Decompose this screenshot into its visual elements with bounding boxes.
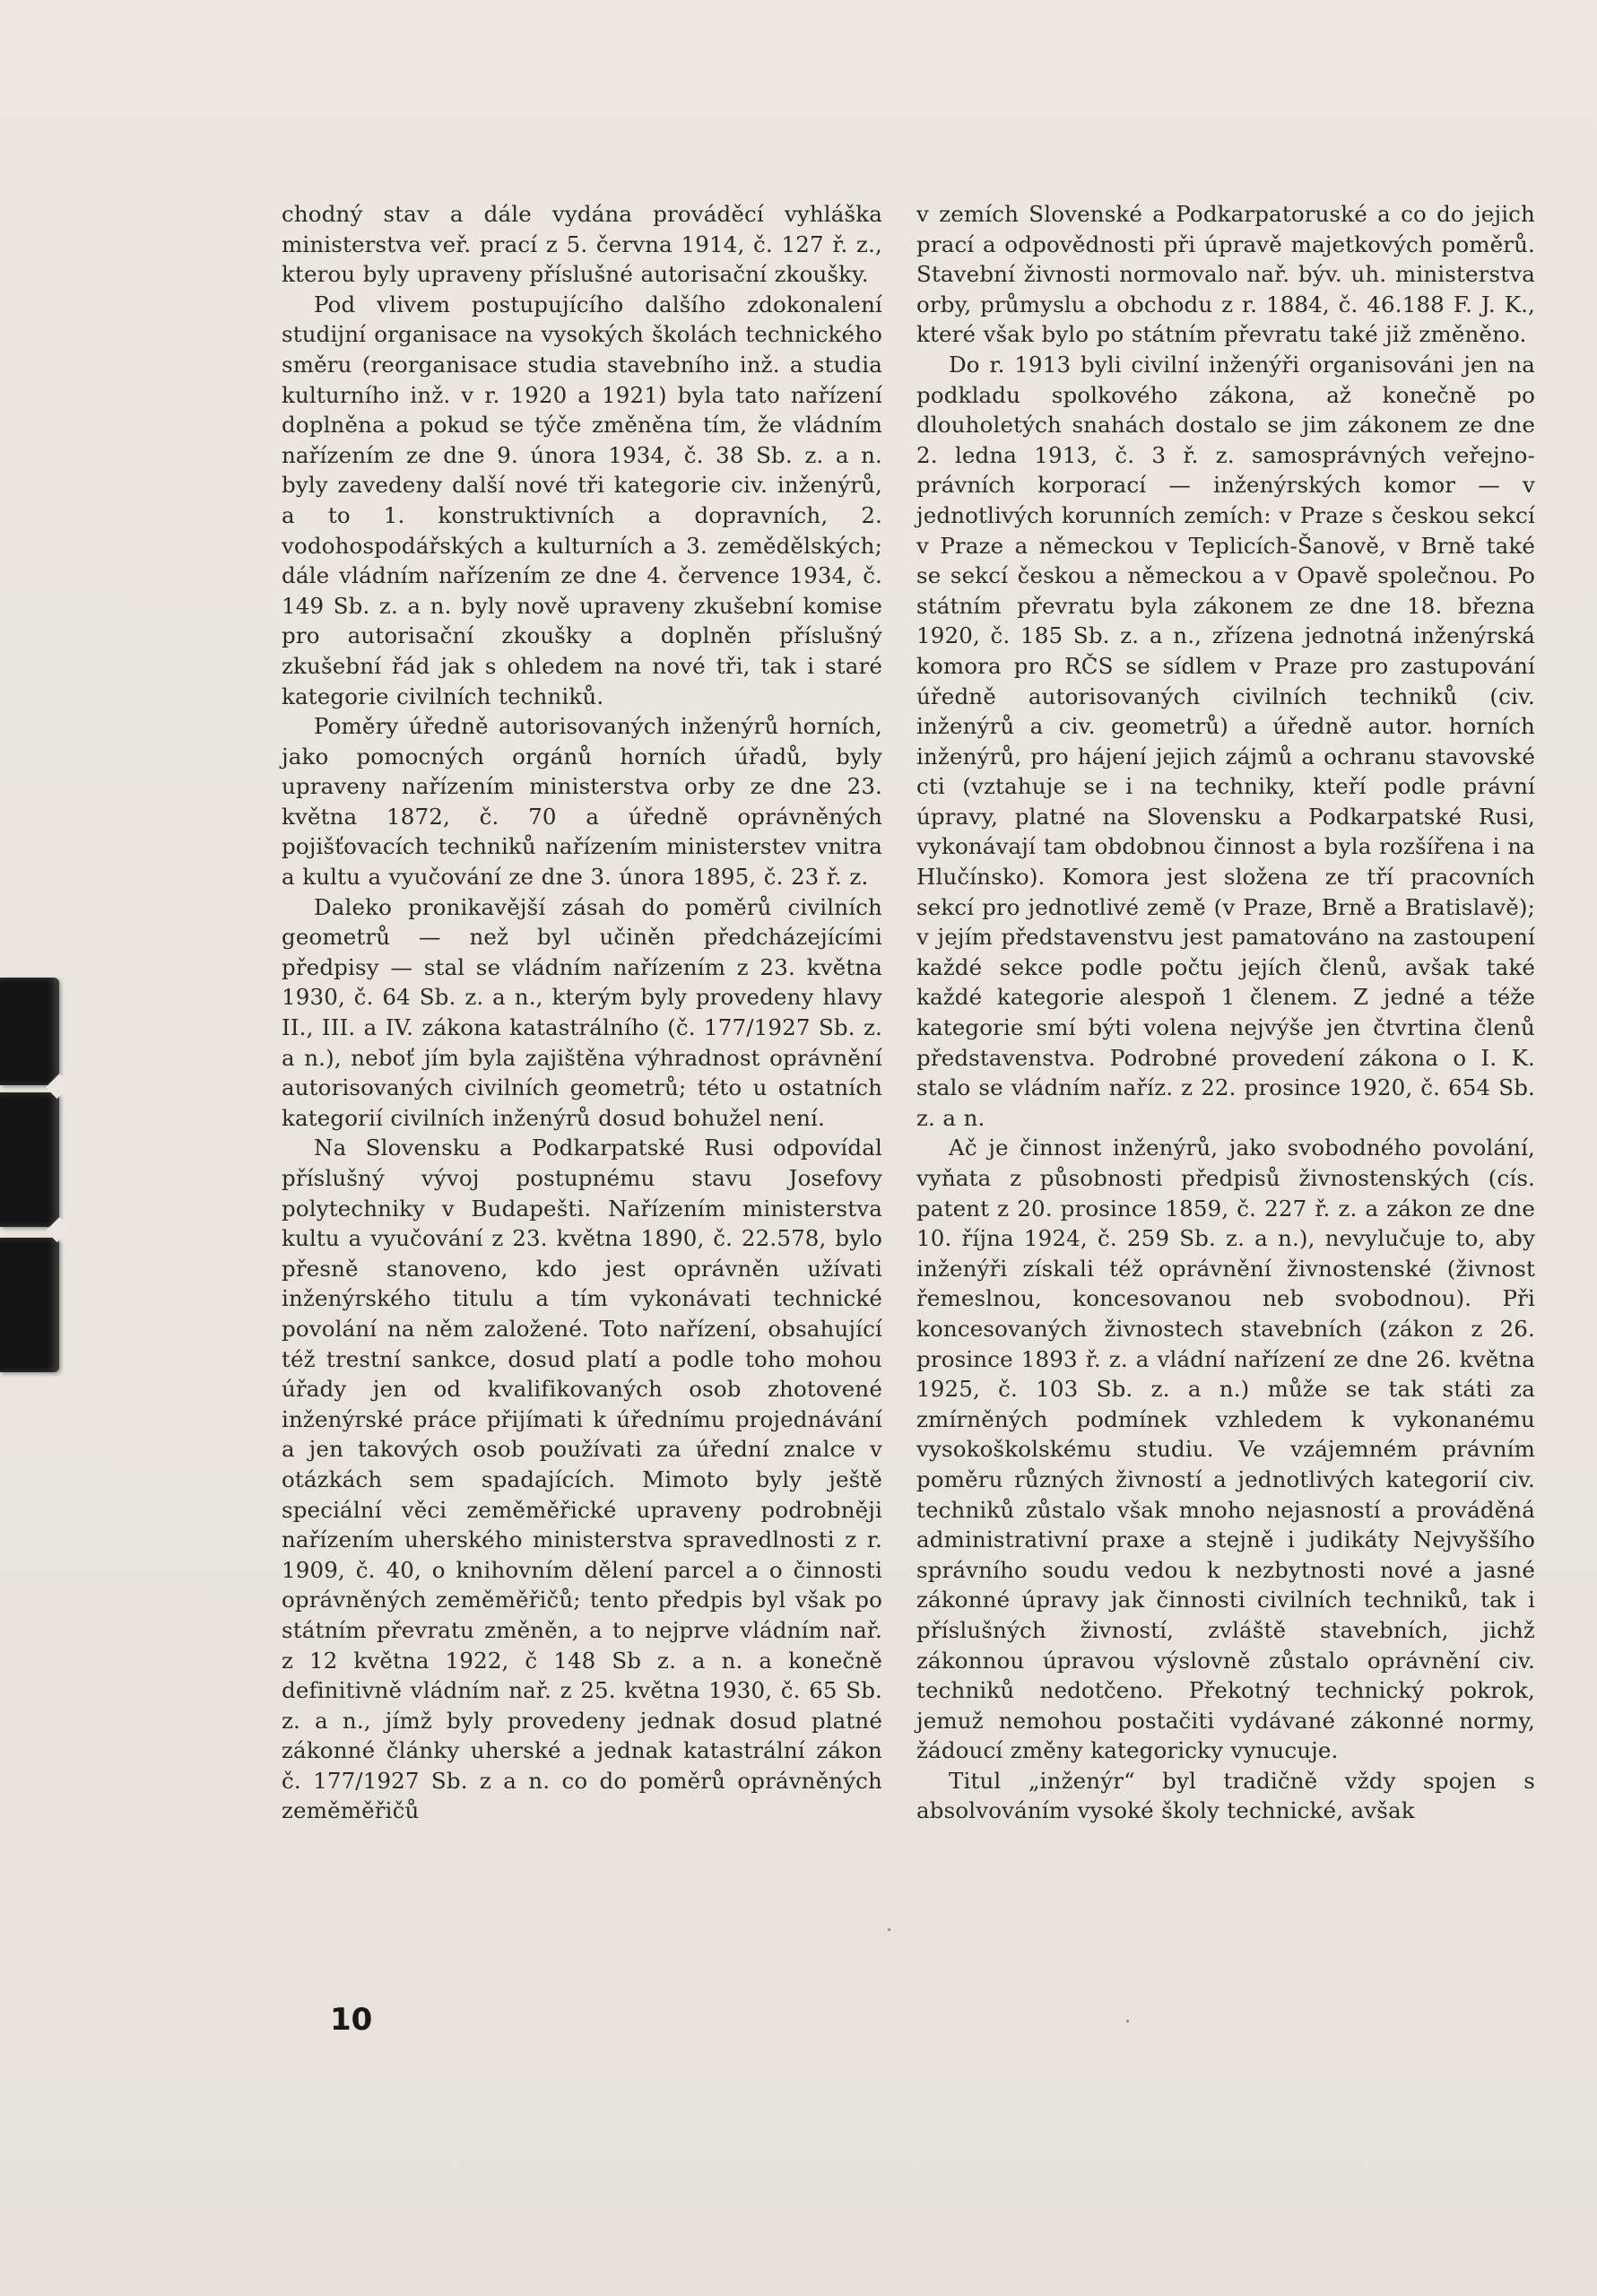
page-number: 10	[330, 2002, 373, 2038]
binder-ring	[0, 1238, 59, 1372]
paragraph: Ač je činnost inženýrů, jako svobodného povolání, vyňata z působnosti předpisů živnostenských (cís. patent z 20. prosince 1859, č. 227 ř. z. a zákon ze dne 10. října 1924, č. 259 Sb. z. a n.), nevylučuje to, aby inženýři získali též oprávnění živnostenské (živnost řemeslnou, koncesovanou neb svobodnou). Při koncesovaných živnostech stavebních (zákon z 26. prosince 1893 ř. z. a vládní nařízení ze dne 26. května 1925, č. 103 Sb. z. a n.) může se tak státi za zmírněných podmínek vzhledem k vykonanému vysokoškolskému studiu. Ve vzájemném právním poměru různých živností a jednotlivých kategorií civ. techniků zůstalo však mnoho nejasností a prováděná administrativní praxe a stejně i judikáty Nejvyššího správního soudu vedou k nezbytnosti nové a jasné zákonné úpravy jak činnosti civilních techniků, tak i příslušných živností, zvláště stavebních, jichž zákonnou úpravou výslovně zůstalo oprávnění civ. techniků nedotčeno. Překotný technický pokrok, jemuž nemohou postačiti vydávané zákonné normy, žádoucí změny kategoricky vynucuje.	[916, 1135, 1535, 1764]
binder-ring	[0, 1092, 59, 1227]
binder-ring	[0, 978, 59, 1085]
binder-clip	[0, 978, 65, 1372]
paper-speck	[1126, 2020, 1129, 2022]
paragraph: Na Slovensku a Podkarpatské Rusi odpovídal příslušný vývoj postupnému stavu Josefovy polytechniky v Budapešti. Nařízením ministerstva kultu a vyučování z 23. května 1890, č. 22.578, bylo přesně stanoveno, kdo jest oprávněn užívati inženýrského titulu a tím vykonávati technické povolání na něm založené. Toto nařízení, obsahující též trestní sankce, dosud platí a podle toho mohou úřady jen od kvalifikovaných osob zhotovené inženýrské práce přijímati k úřednímu projednávání a jen takových osob používati za úřední znalce v otázkách sem spadajících. Mimoto byly ještě speciální věci zeměměřické upraveny podrobněji nařízením uherského ministerstva spravedlnosti z r. 1909, č. 40, o knihovním dělení parcel a o činnosti oprávněných zeměměřičů; tento předpis byl však po státním převratu změněn, a to nejprve vládním nař. z 12 května 1922, č 148 Sb z. a n. a konečně definitivně vládním nař. z 25. května 1930, č. 65 Sb. z. a n., jímž byly provedeny jednak dosud platné zákonné články uherské a jednak katastrální zákon č. 177/1927 Sb. z a n. co do poměrů oprávněných zeměměřičů	[282, 1135, 882, 1824]
right-text-column	[916, 199, 1535, 1826]
paragraph: Daleko pronikavější zásah do poměrů civilních geometrů — než byl učiněn předcházejícími předpisy — stal se vládním nařízením z 23. května 1930, č. 64 Sb. z. a n., kterým byly provedeny hlavy II., III. a IV. zákona katastrálního (č. 177/1927 Sb. z. a n.), neboť jím byla zajištěna výhradnost oprávnění autorisovaných civilních geometrů; této u ostatních kategorií civilních inženýrů dosud bohužel není.	[282, 893, 882, 1131]
paragraph: chodný stav a dále vydána prováděcí vyhláška ministerstva veř. prací z 5. června 1914, č. 127 ř. z., kterou byly upraveny příslušné autorisační zkoušky.	[282, 201, 882, 288]
paragraph: Pod vlivem postupujícího dalšího zdokonalení studijní organisace na vysokých školách technického směru (reorganisace studia stavebního inž. a studia kulturního inž. v r. 1920 a 1921) byla tato nařízení doplněna a pokud se týče změněna tím, že vládním nařízením ze dne 9. února 1934, č. 38 Sb. z. a n. byly zavedeny další nové tři kategorie civ. inženýrů, a to 1. konstruktivních a dopravních, 2. vodohospodářských a kulturních a 3. zemědělských; dále vládním nařízením ze dne 4. července 1934, č. 149 Sb. z. a n. byly nově upraveny zkušební komise pro autorisační zkoušky a doplněn příslušný zkušební řád jak s ohledem na nové tři, tak i staré kategorie civilních techniků.	[282, 291, 882, 709]
left-text-column	[282, 199, 882, 1826]
paragraph: v zemích Slovenské a Podkarpatoruské a co do jejich prací a odpovědnosti při úpravě majetkových poměrů. Stavební živnosti normovalo nař. býv. uh. ministerstva orby, průmyslu a obchodu z r. 1884, č. 46.188 F. J. K., které však bylo po státním převratu také již změněno.	[916, 201, 1535, 348]
paper-speck	[888, 1928, 890, 1931]
paragraph: Titul „inženýr“ byl tradičně vždy spojen s absolvováním vysoké školy technické, avšak	[916, 1767, 1535, 1824]
paragraph: Poměry úředně autorisovaných inženýrů horních, jako pomocných orgánů horních úřadů, byly upraveny nařízením ministerstva orby ze dne 23. května 1872, č. 70 a úředně oprávněných pojišťovacích techniků nařízením ministerstev vnitra a kultu a vyučování ze dne 3. února 1895, č. 23 ř. z.	[282, 713, 882, 891]
paragraph: Do r. 1913 byli civilní inženýři organisováni jen na podkladu spolkového zákona, až konečně po dlouholetých snahách dostalo se jim zákonem ze dne 2. ledna 1913, č. 3 ř. z. samosprávných veřejno-právních korporací — inženýrských komor — v jednotlivých korunních zemích: v Praze s českou sekcí v Praze a německou v Teplicích-Šanově, v Brně také se sekcí českou a německou a v Opavě společnou. Po státním převratu byla zákonem ze dne 18. března 1920, č. 185 Sb. z. a n., zřízena jednotná inženýrská komora pro RČS se sídlem v Praze pro zastupování úředně autorisovaných civilních techniků (civ. inženýrů a civ. geometrů) a úředně autor. horních inženýrů, pro hájení jejich zájmů a ochranu stavovské cti (vztahuje se i na techniky, kteří podle právní úpravy, platné na Slovensku a Podkarpatské Rusi, vykonávají tam obdobnou činnost a byla rozšířena i na Hlučínsko). Komora jest složena ze tří pracovních sekcí pro jednotlivé země (v Praze, Brně a Bratislavě); v jejím představenstvu jest pamatováno na zastoupení každé sekce podle počtu jejích členů, avšak také každé kategorie alespoň 1 členem. Z jedné a téže kategorie smí býti volena nejvýše jen čtvrtina členů představenstva. Podrobné provedení zákona o I. K. stalo se vládním naříz. z 22. prosince 1920, č. 654 Sb. z. a n.	[916, 351, 1535, 1131]
